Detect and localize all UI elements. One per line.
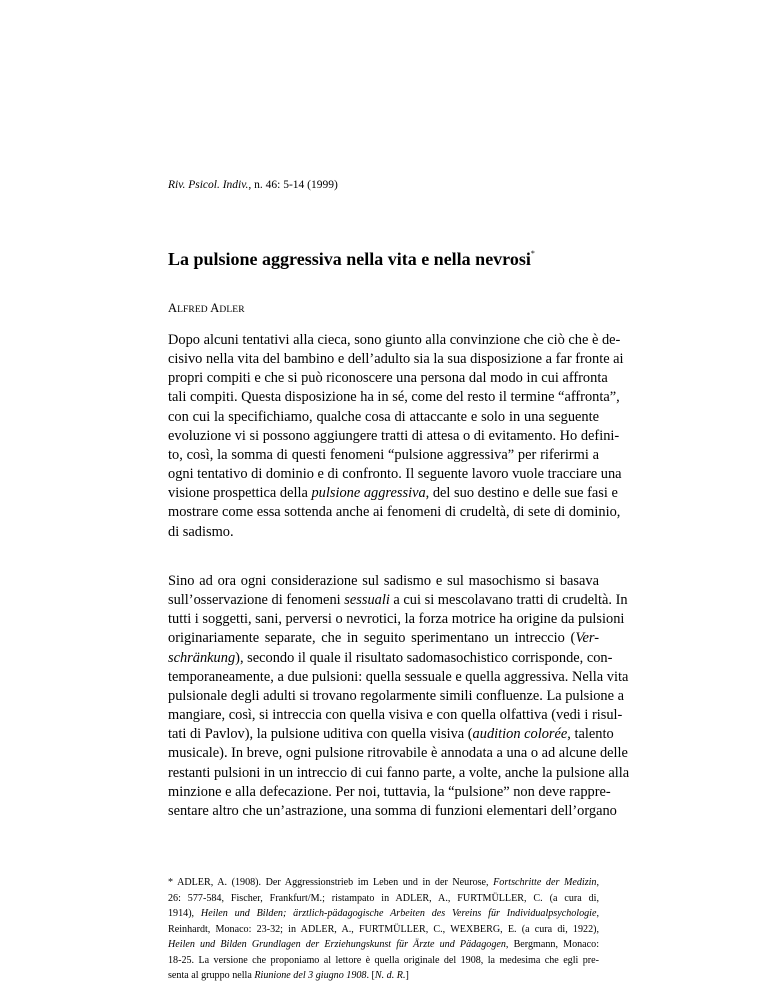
text-segment: visione prospettica della	[168, 485, 312, 502]
text-segment: originariamente separate, che in seguito sperimentano un intreccio (	[168, 630, 576, 647]
footnote-line	[168, 922, 599, 938]
paragraph-line: minzione e alla defecazione. Per noi, tuttavia, la “pulsione” non deve rappre-	[168, 783, 611, 800]
text-segment: ,	[596, 877, 599, 888]
text-segment: 1914),	[168, 908, 201, 920]
italic-text: sessuali	[344, 592, 390, 609]
footnote-line	[168, 891, 599, 907]
paragraph-line: Sino ad ora ogni considerazione sul sadismo e sul masochismo si basava	[168, 573, 599, 589]
text-segment: senta al gruppo nella	[168, 970, 255, 982]
article-title-text: La pulsione aggressiva nella vita e nella nevrosi	[168, 249, 531, 269]
text-segment: a cui si mescolavano tratti di crudeltà. In	[389, 592, 628, 609]
footnote	[168, 875, 599, 984]
text-segment: ), secondo il quale il risultato sadomasochistico corrisponde, con-	[235, 649, 613, 666]
footnote-marker: *	[530, 249, 535, 258]
text-segment: , talento	[567, 726, 614, 743]
paragraph-line: ogni tentativo di dominio e di confronto. Il seguente lavoro vuole tracciare una	[168, 466, 622, 483]
text-segment: * ADLER, A. (1908). Der Aggressionstrieb im Leben und in der Neurose,	[168, 877, 494, 888]
body-paragraph-2	[168, 572, 630, 821]
text-segment: 26: 577-584, Fischer, Frankfurt/M.; ristampato in ADLER, A., FURTMÜLLER, C. (a cura di,	[168, 892, 599, 904]
paragraph-line: propri compiti e che si può riconoscere una persona dal modo in cui affronta	[168, 370, 608, 387]
paragraph-line: tutti i soggetti, sani, perversi o nevrotici, la forza motrice ha origine da pulsioni	[168, 611, 625, 628]
paragraph-line: to, così, la somma di questi fenomeni “pulsione aggressiva” per riferirmi a	[168, 446, 599, 463]
paragraph-line: sentare altro che un’astrazione, una somma di funzioni elementari dell’organo	[168, 802, 617, 819]
italic-text: Fortschritte der Medizin	[493, 877, 597, 888]
text-segment: tati di Pavlov), la pulsione uditiva con quella visiva (	[168, 726, 473, 743]
paragraph-line	[168, 484, 618, 503]
paragraph-line: Dopo alcuni tentativi alla cieca, sono giunto alla convinzione che ciò che è de-	[168, 332, 621, 348]
journal-name: Riv. Psicol. Indiv.	[168, 179, 249, 191]
paragraph-line	[168, 591, 628, 610]
text-segment: , del suo destino e delle sue fasi e	[425, 485, 618, 502]
paragraph-line: con cui la specifichiamo, qualche cosa di attaccante e solo in una seguente	[168, 408, 599, 425]
footnote-line	[168, 953, 599, 969]
text-segment: ]	[405, 970, 409, 982]
paragraph-line: musicale). In breve, ogni pulsione ritrovabile è annodata a una o ad alcune delle	[168, 745, 628, 762]
paragraph-line	[168, 629, 599, 648]
paragraph-line: restanti pulsioni in un intreccio di cui fanno parte, a volte, anche la pulsione alla	[168, 764, 630, 781]
running-head	[168, 179, 338, 191]
author-name	[168, 301, 245, 316]
italic-text: schränkung	[168, 649, 236, 666]
text-segment: 18-25. La versione che proponiamo al lettore è quella originale del 1908, la medesima che egli pre-	[168, 954, 599, 966]
italic-text: N. d. R.	[374, 970, 406, 982]
article-title	[168, 249, 535, 270]
footnote-line	[168, 906, 599, 922]
footnote-line	[168, 937, 599, 953]
author-first-rest: LFRED	[177, 305, 208, 315]
text-segment: ,	[596, 908, 600, 920]
paragraph-line	[168, 649, 613, 668]
text-segment: Reinhardt, Monaco: 23-32; in ADLER, A., FURTMÜLLER, C., WEXBERG, E. (a cura di, 1922),	[168, 923, 599, 935]
italic-text: Riunione del 3 giugno 1908	[254, 970, 367, 982]
paragraph-line: evoluzione vi si possono aggiungere tratti di attesa o di evitamento. Ho defini-	[168, 427, 620, 444]
paragraph-line: mangiare, così, si intreccia con quella visiva e con quella olfattiva (vedi i risul-	[168, 707, 623, 724]
italic-text: pulsione aggressiva	[311, 485, 426, 502]
author-last-initial: A	[210, 301, 220, 315]
paragraph-line: mostrare come essa sottenda anche ai fenomeni di crudeltà, di sete di dominio,	[168, 504, 621, 521]
italic-text: audition colorée	[472, 726, 568, 743]
paragraph-line: pulsionale degli adulti si trovano regolarmente simili confluenze. La pulsione a	[168, 687, 624, 704]
journal-issue: , n. 46: 5-14 (1999)	[248, 179, 338, 191]
paragraph-line	[168, 725, 614, 744]
footnote-line	[168, 875, 599, 891]
author-first-initial: A	[168, 301, 178, 315]
paragraph-line: cisivo nella vita del bambino e dell’adulto sia la sua disposizione a far fronte ai	[168, 351, 624, 368]
body-paragraph-1	[168, 331, 624, 542]
paragraph-line: di sadismo.	[168, 523, 234, 540]
italic-text: Heilen und Bilden; ärztlich-pädagogische Arbeiten des Vereins für Individualpsychologie	[200, 908, 597, 920]
italic-text: Heilen und Bilden Grundlagen der Erziehungskunst für Ärzte und Pädagogen	[168, 939, 506, 951]
footnote-line	[168, 968, 599, 984]
text-segment: , Bergmann, Monaco:	[505, 939, 599, 951]
paragraph-line: temporaneamente, a due pulsioni: quella sessuale e quella aggressiva. Nella vita	[168, 668, 629, 685]
italic-text: Ver-	[575, 630, 599, 647]
text-segment: sull’osservazione di fenomeni	[168, 592, 345, 609]
paragraph-line: tali compiti. Questa disposizione ha in sé, come del resto il termine “affronta”,	[168, 389, 620, 406]
text-segment: . [	[366, 970, 375, 982]
author-last-rest: DLER	[219, 305, 245, 315]
